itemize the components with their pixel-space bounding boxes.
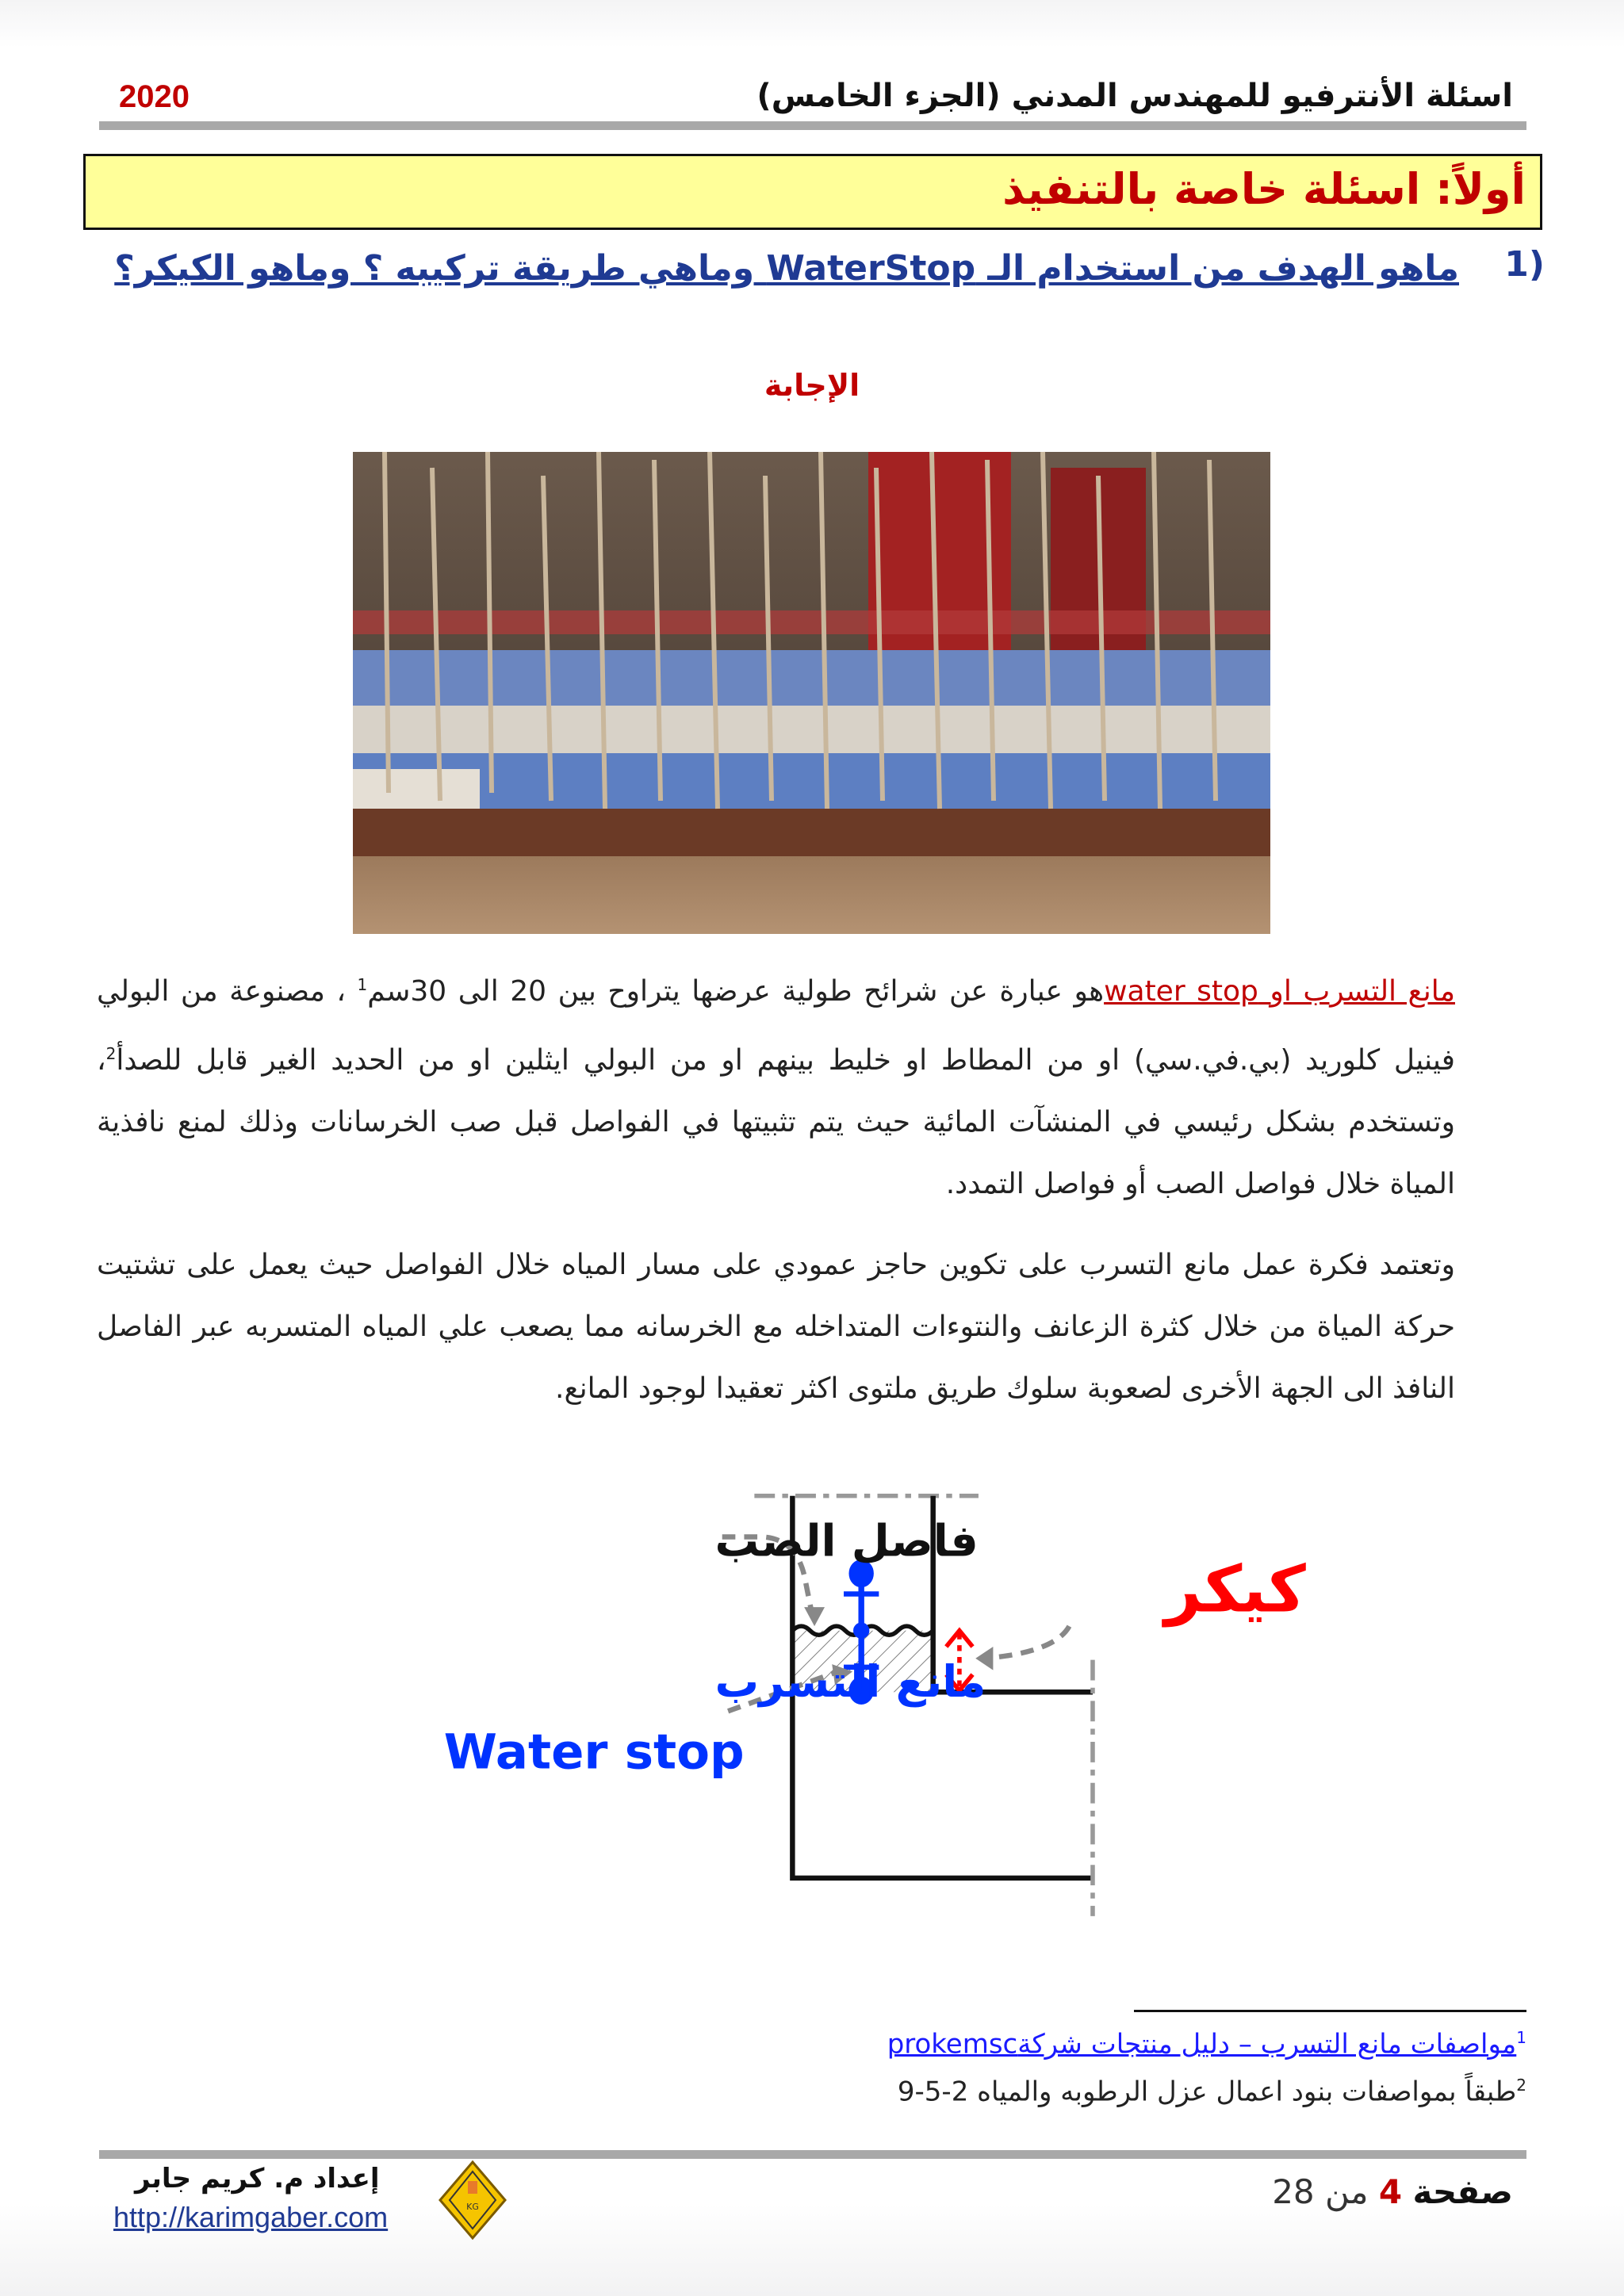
paragraph-text: هو عبارة عن شرائح طولية عرضها يتراوح بين 20 الى 30سم <box>367 975 1105 1008</box>
footer-divider <box>99 2150 1526 2159</box>
page-word: صفحة <box>1412 2172 1513 2211</box>
footnote-number: 2 <box>1516 2076 1526 2095</box>
author-website-link[interactable]: http://karimgaber.com <box>113 2201 389 2233</box>
waterstop-diagram <box>410 1465 1306 1934</box>
footnote-1[interactable] <box>887 2028 1526 2060</box>
label-pour-joint: فاصل الصب <box>714 1516 979 1567</box>
paragraph-definition <box>97 954 1455 1215</box>
label-waterstop-english: Water stop <box>443 1724 745 1781</box>
waterstop-term-link[interactable]: مانع التسرب او water stop <box>1104 975 1455 1008</box>
paragraph-text: ، وتستخدم بشكل رئيسي في المنشآت المائية حيث يتم تثبيتها في الفواصل قبل صب الخرسانات وذلك لمنع نافذية المياة خلال فواصل الصب أو فواصل التمدد. <box>97 1044 1455 1200</box>
paragraph-text: ، مصنوعة من البولي فينيل كلوريد (بي.في.سي) او من المطاط او خليط بينهم او من البولي ايثلين او من الحديد الغير قابل للصدأ <box>97 975 1455 1077</box>
label-kicker: كيكر <box>1164 1552 1306 1628</box>
waterstop-site-photo <box>353 452 1270 934</box>
photo-illustration <box>353 452 1270 934</box>
section-title: أولاً: اسئلة خاصة بالتنفيذ <box>1002 164 1526 214</box>
document-year: 2020 <box>119 79 190 114</box>
footnote-ref-1[interactable]: 1 <box>357 975 368 994</box>
footnote-text: طبقاً بمواصفات بنود اعمال عزل الرطوبه والمياه 2-5-9 <box>897 2076 1517 2108</box>
footnote-separator <box>1134 2010 1526 2012</box>
answer-label: الإجابة <box>764 368 860 403</box>
page-total: 28 <box>1272 2172 1315 2211</box>
of-word: من <box>1325 2172 1369 2211</box>
page-current: 4 <box>1378 2172 1403 2211</box>
footnote-2 <box>898 2076 1526 2107</box>
author-logo <box>439 2160 507 2240</box>
section-header-box <box>83 154 1542 230</box>
question-number: 1) <box>1504 244 1545 285</box>
label-waterstop-arabic: مانع التسرب <box>714 1656 986 1708</box>
logo-text: KG <box>466 2202 479 2212</box>
footnote-link[interactable]: مواصفات مانع التسرب – دليل منتجات شركةprokemsc <box>887 2028 1517 2061</box>
header-divider <box>99 121 1526 130</box>
author-name: إعداد م. كريم جابر <box>135 2163 380 2195</box>
document-title: اسئلة الأنترفيو للمهندس المدني (الجزء الخامس) <box>756 78 1513 114</box>
footnote-number: 1 <box>1516 2028 1526 2047</box>
page-number <box>1272 2172 1513 2211</box>
question-text: ماهو الهدف من استخدام الـ WaterStop وماهي طريقة تركيبه ؟ وماهو الكيكر؟ <box>114 248 1459 289</box>
footnote-ref-2[interactable]: 2 <box>105 1044 117 1063</box>
paragraph-mechanism: وتعتمد فكرة عمل مانع التسرب على تكوين حاجز عمودي على مسار المياه خلال الفواصل حيث يعمل على تشتيت حركة المياة من خلال كثرة الزعانف والنتوءات المتداخله مع الخرسانه مما يصعب علي المياه المتسربه عبر الفاصل النافذ الى الجهة الأخرى لصعوبة سلوك طريق ملتوى اكثر تعقيدا لوجود المانع. <box>97 1249 1455 1405</box>
